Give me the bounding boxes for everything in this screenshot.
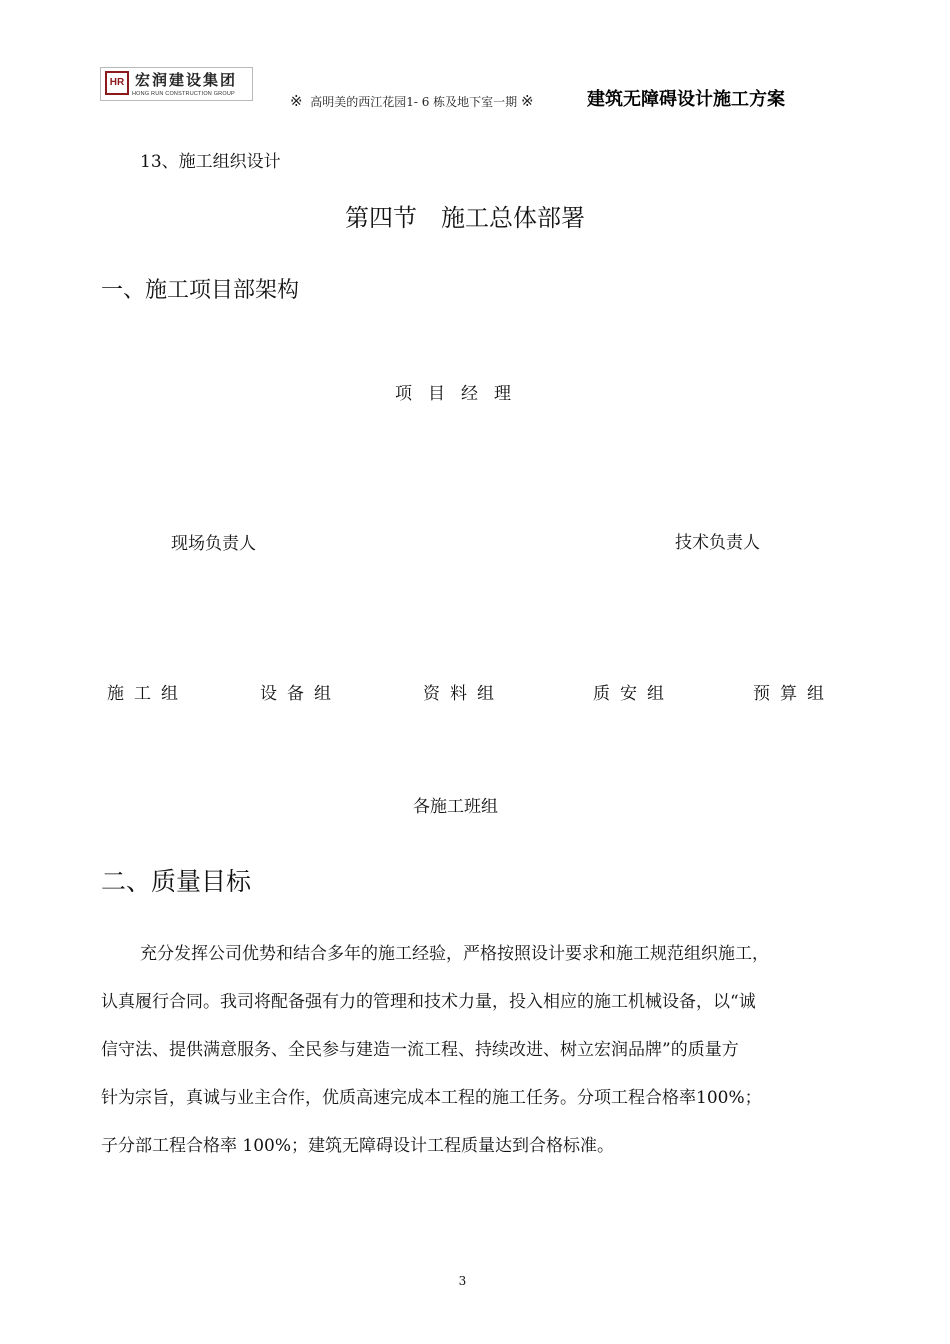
document-title: 建筑无障碍设计施工方案 [587,89,785,110]
reference-mark-icon: ※ [521,92,534,110]
org-group: 设备组 [260,684,341,704]
paragraph-line: 认真履行合同。我司将配备强有力的管理和技术力量，投入相应的施工机械设备，以“诚 [101,992,756,1012]
org-group: 资料组 [423,684,504,704]
company-logo [100,67,253,101]
section-title: 第四节 施工总体部署 [345,204,585,232]
logo-mark-icon: HR [105,71,129,95]
page-number: 3 [458,1274,467,1288]
heading-project-structure: 一、施工项目部架构 [101,278,300,303]
org-tech-lead: 技术负责人 [675,533,760,553]
org-site-lead: 现场负责人 [171,534,256,554]
paragraph-line: 信守法、提供满意服务、全民参与建造一流工程、持续改进、树立宏润品牌”的质量方 [101,1040,739,1060]
reference-mark-icon: ※ [290,92,303,110]
paragraph-line: 子分部工程合格率 100%；建筑无障碍设计工程质量达到合格标准。 [101,1136,615,1156]
org-teams: 各施工班组 [413,797,498,817]
header-project [290,92,534,110]
org-group: 预算组 [753,684,834,704]
logo-company-name-en: HONG RUN CONSTRUCTION GROUP [132,91,235,97]
logo-company-name: 宏润建设集团 [135,71,238,89]
heading-quality-target: 二、质量目标 [101,867,252,896]
org-group: 质安组 [593,684,674,704]
item-label: 13、施工组织设计 [140,152,281,172]
paragraph-line: 针为宗旨，真诚与业主合作，优质高速完成本工程的施工任务。分项工程合格率100%； [101,1088,762,1108]
org-group: 施工组 [107,684,188,704]
project-name: 高明美的西江花园1- 6 栋及地下室一期 [310,95,518,109]
paragraph-line: 充分发挥公司优势和结合多年的施工经验，严格按照设计要求和施工规范组织施工， [140,944,769,964]
org-project-manager: 项目经理 [395,384,527,404]
